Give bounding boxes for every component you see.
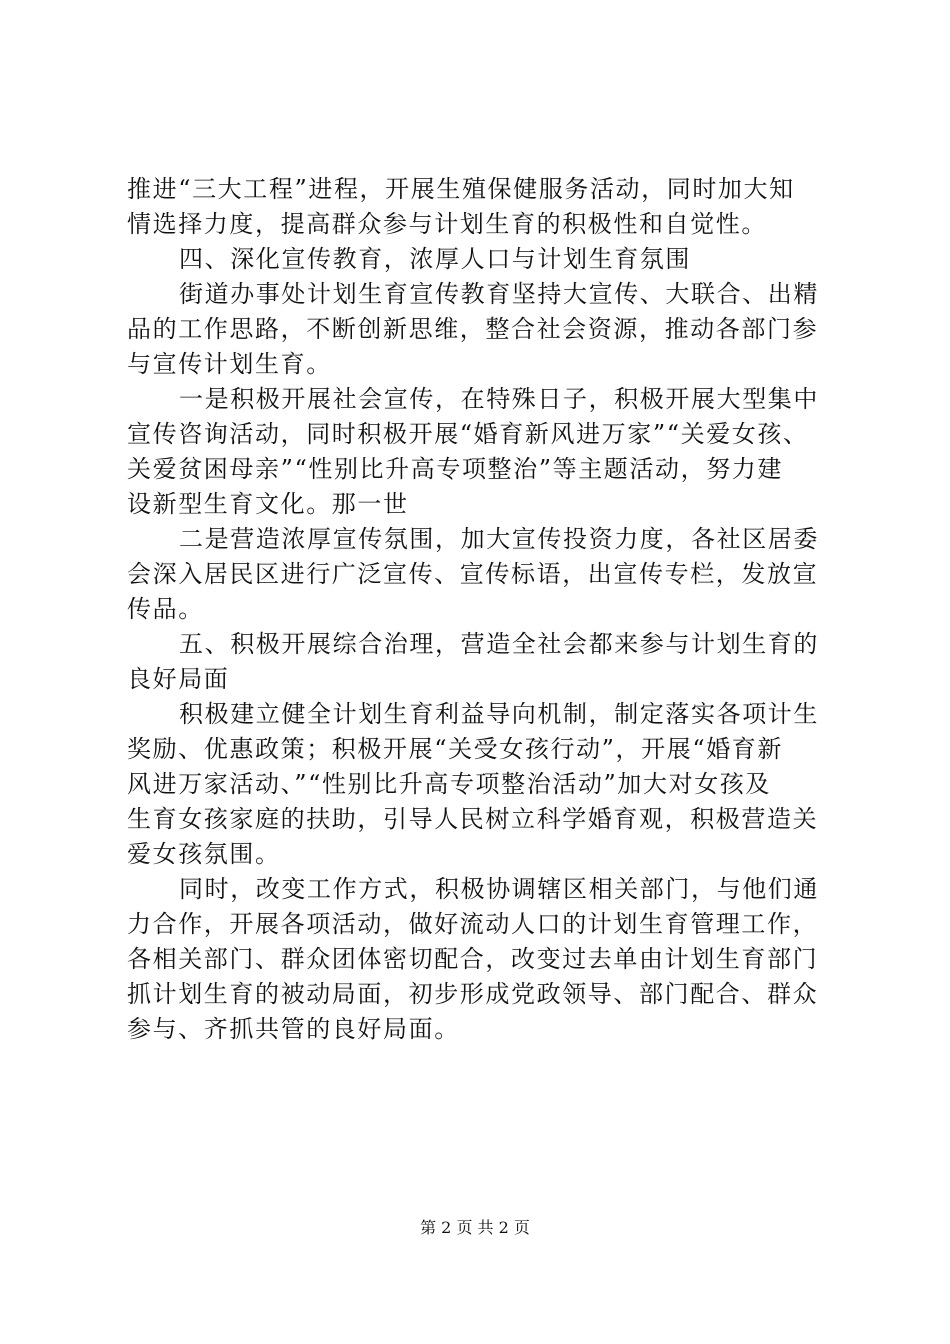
text-line: 参与、齐抓共管的良好局面。 — [127, 1015, 460, 1043]
text-line: 一是积极开展社会宣传，在特殊日子，积极开展大型集中 — [179, 385, 819, 413]
text-line: 情选择力度，提高群众参与计划生育的积极性和自觉性。 — [127, 210, 767, 238]
document-body — [127, 172, 827, 1047]
text-line: 关爱贫困母亲”“性别比升高专项整治”等主题活动，努力建 — [127, 455, 784, 483]
text-line: 设新型生育文化。那一世 — [127, 490, 409, 518]
text-line: 各相关部门、群众团体密切配合，改变过去单由计划生育部门 — [127, 945, 819, 973]
text-line: 与宣传计划生育。 — [127, 350, 332, 378]
text-line: 品的工作思路，不断创新思维，整合社会资源，推动各部门参 — [127, 315, 819, 343]
page-number-footer: 第 2 页 共 2 页 — [420, 1218, 530, 1237]
section-heading: 五、积极开展综合治理，营造全社会都来参与计划生育的 — [179, 630, 819, 658]
text-line: 生育女孩家庭的扶助，引导人民树立科学婚育观，积极营造关 — [127, 805, 819, 833]
text-line: 街道办事处计划生育宣传教育坚持大宣传、大联合、出精 — [179, 280, 819, 308]
text-line: 抓计划生育的被动局面，初步形成党政领导、部门配合、群众 — [127, 980, 819, 1008]
text-line: 力合作，开展各项活动，做好流动人口的计划生育管理工作， — [127, 910, 819, 938]
text-line: 奖励、优惠政策；积极开展“关受女孩行动”，开展“婚育新 — [127, 735, 784, 763]
text-line: 同时，改变工作方式，积极协调辖区相关部门，与他们通 — [179, 875, 819, 903]
section-heading: 良好局面 — [127, 665, 230, 693]
text-line: 宣传咨询活动，同时积极开展“婚育新风进万家”“关爱女孩、 — [127, 420, 809, 448]
section-heading: 四、深化宣传教育，浓厚人口与计划生育氛围 — [179, 245, 691, 273]
text-line: 风进万家活动、”“性别比升高专项整治活动”加大对女孩及 — [127, 770, 772, 798]
text-line: 爱女孩氛围。 — [127, 840, 281, 868]
text-line: 传品。 — [127, 595, 204, 623]
text-line: 推进“三大工程”进程，开展生殖保健服务活动，同时加大知 — [127, 175, 795, 203]
text-line: 积极建立健全计划生育利益导向机制，制定落实各项计生 — [179, 700, 819, 728]
text-line: 二是营造浓厚宣传氛围，加大宣传投资力度，各社区居委 — [179, 525, 819, 553]
text-line: 会深入居民区进行广泛宣传、宣传标语，出宣传专栏，发放宣 — [127, 560, 819, 588]
